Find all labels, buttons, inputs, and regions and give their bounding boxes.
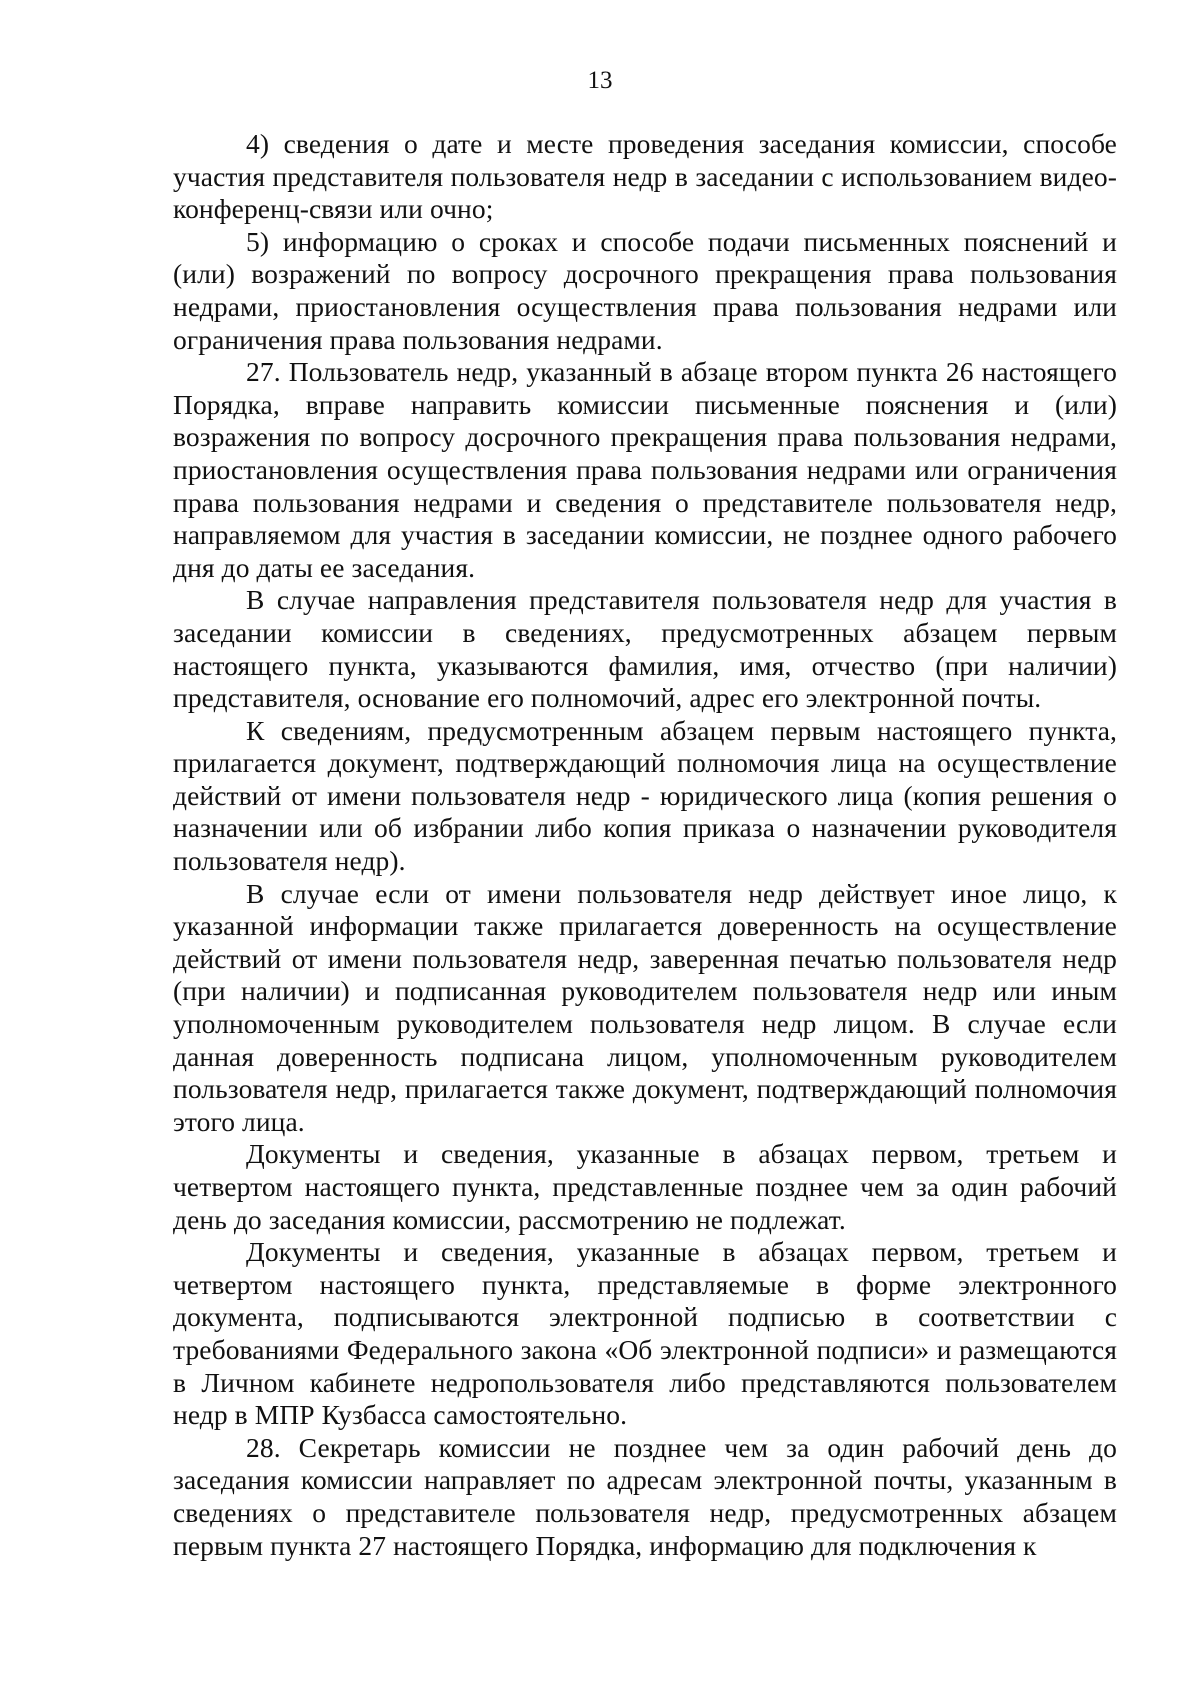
paragraph-item-5: 5) информацию о сроках и способе подачи письменных пояснений и (или) возражений по вопросу досрочного прекращения права пользования недрами, приостановления осуществления права пользования недрами или ограничения права пользования недрами. bbox=[173, 225, 1117, 355]
paragraph-late-documents: Документы и сведения, указанные в абзацах первом, третьем и четвертом настоящего пункта, представленные позднее чем за один рабочий день до заседания комиссии, рассмотрению не подлежат. bbox=[173, 1138, 1117, 1235]
paragraph-clause-28: 28. Секретарь комиссии не позднее чем за один рабочий день до заседания комиссии направляет по адресам электронной почты, указанным в сведениях о представителе пользователя недр, предусмотренных абзацем первым пункта 27 настоящего Порядка, информацию для подключения к bbox=[173, 1431, 1117, 1561]
paragraph-authority-document: К сведениям, предусмотренным абзацем первым настоящего пункта, прилагается документ, подтверждающий полномочия лица на осуществление действий от имени пользователя недр - юридического лица (копия решения о назначении или об избрании либо копия приказа о назначении руководителя пользователя недр). bbox=[173, 714, 1117, 877]
paragraph-representative: В случае направления представителя пользователя недр для участия в заседании комиссии в сведениях, предусмотренных абзацем первым настоящего пункта, указываются фамилия, имя, отчество (при наличии) представителя, основание его полномочий, адрес его электронной почты. bbox=[173, 584, 1117, 714]
paragraph-clause-27: 27. Пользователь недр, указанный в абзаце втором пункта 26 настоящего Порядка, вправе направить комиссии письменные пояснения и (или) возражения по вопросу досрочного прекращения права пользования недрами, приостановления осуществления права пользования недрами или ограничения права пользования недрами и сведения о представителе пользователя недр, направляемом для участия в заседании комиссии, не позднее одного рабочего дня до даты ее заседания. bbox=[173, 356, 1117, 583]
document-body bbox=[173, 128, 1117, 1562]
paragraph-power-of-attorney: В случае если от имени пользователя недр действует иное лицо, к указанной информации также прилагается доверенность на осуществление действий от имени пользователя недр, заверенная печатью пользователя недр (при наличии) и подписанная руководителем пользователя недр или иным уполномоченным руководителем пользователя недр лицом. В случае если данная доверенность подписана лицом, уполномоченным руководителем пользователя недр, прилагается также документ, подтверждающий полномочия этого лица. bbox=[173, 877, 1117, 1137]
paragraph-electronic-documents: Документы и сведения, указанные в абзацах первом, третьем и четвертом настоящего пункта, представляемые в форме электронного документа, подписываются электронной подписью в соответствии с требованиями Федерального закона «Об электронной подписи» и размещаются в Личном кабинете недропользователя либо представляются пользователем недр в МПР Кузбасса самостоятельно. bbox=[173, 1236, 1117, 1431]
paragraph-item-4: 4) сведения о дате и месте проведения заседания комиссии, способе участия представителя пользователя недр в заседании с использованием видео-конференц-связи или очно; bbox=[173, 128, 1117, 225]
page-number: 13 bbox=[587, 67, 613, 94]
